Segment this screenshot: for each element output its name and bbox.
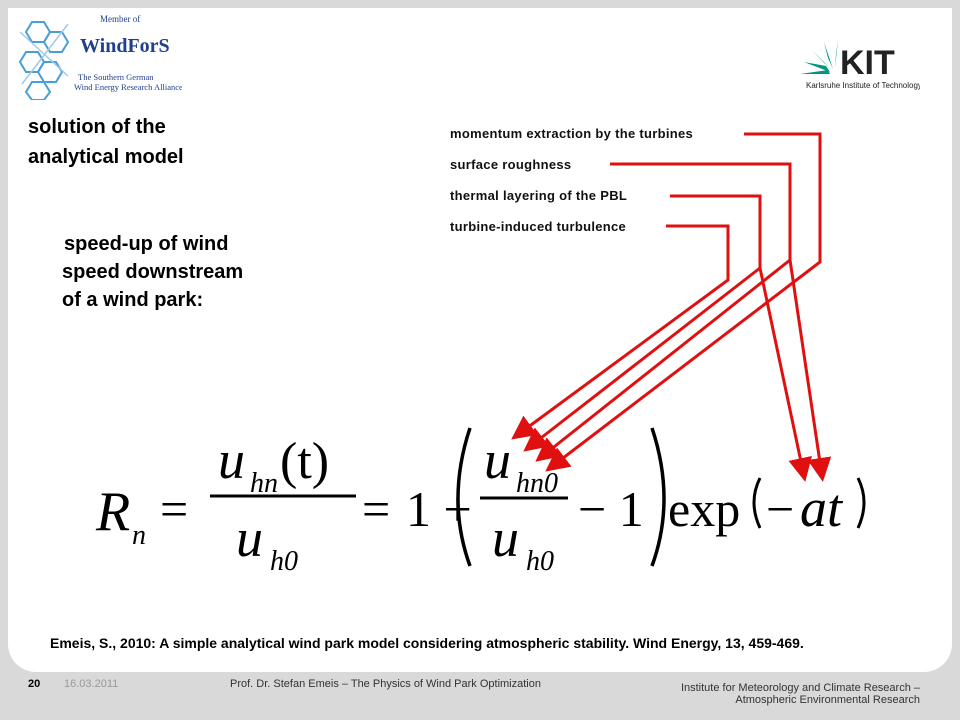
factor-thermal-layering: thermal layering of the PBL xyxy=(450,188,628,203)
arrow-thermal-to-a xyxy=(670,196,804,476)
factor-momentum-extraction: momentum extraction by the turbines xyxy=(450,126,694,141)
eq-minus-one: − 1 xyxy=(578,481,644,537)
factor-surface-roughness: surface roughness xyxy=(450,157,572,172)
windfors-tagline-2: Wind Energy Research Alliance xyxy=(74,82,182,92)
speedup-line-1: speed-up of wind xyxy=(64,233,229,255)
footer-date: 16.03.2011 xyxy=(64,678,119,690)
eq-u-bottom-inner: u xyxy=(492,508,519,568)
arrow-roughness-to-u xyxy=(540,260,790,458)
eq-h0-sub-inner: h0 xyxy=(526,546,554,577)
eq-h0-sub: h0 xyxy=(270,546,298,577)
heading-line-1: solution of the xyxy=(28,116,166,138)
eq-u-bottom: u xyxy=(236,508,263,568)
windfors-tagline-1: The Southern German xyxy=(78,72,154,82)
footer-institute-line-2: Atmospheric Environmental Research xyxy=(735,694,920,706)
kit-subtitle: Karlsruhe Institute of Technology xyxy=(806,81,920,90)
footer-institute xyxy=(620,682,920,706)
reference-citation: Emeis, S., 2010: A simple analytical wind park model considering atmospheric stability. Wind Energy, 13, 459-469. xyxy=(50,635,804,651)
eq-right-paren xyxy=(652,428,664,566)
eq-hn-sub: hn xyxy=(250,468,278,499)
windfors-name: WindForS xyxy=(80,35,170,57)
eq-equals-1: = xyxy=(160,481,189,537)
eq-at: at xyxy=(800,478,843,538)
footer-author: Prof. Dr. Stefan Emeis – The Physics of Wind Park Optimization xyxy=(230,678,541,690)
eq-t-arg: (t) xyxy=(280,433,330,490)
eq-minus: − xyxy=(766,481,795,537)
eq-equals-2: = xyxy=(362,481,391,537)
eq-exp-left-paren xyxy=(754,478,760,528)
eq-exp: exp xyxy=(668,481,741,537)
equation xyxy=(95,428,864,577)
kit-name: KIT xyxy=(840,44,895,82)
eq-exp-right-paren xyxy=(858,478,864,528)
eq-R: R xyxy=(96,481,131,543)
speedup-line-3: of a wind park: xyxy=(62,289,204,311)
page-number: 20 xyxy=(28,678,41,690)
heading-line-2: analytical model xyxy=(28,146,184,168)
factor-turbine-turbulence: turbine-induced turbulence xyxy=(450,219,627,234)
arrow-turbulence xyxy=(516,226,728,436)
arrow-thermal-to-u xyxy=(528,268,760,448)
eq-n-sub: n xyxy=(132,520,146,551)
windfors-member-text: Member of xyxy=(100,14,141,24)
footer-institute-line-1: Institute for Meteorology and Climate Research – xyxy=(680,682,920,694)
eq-u-top-inner: u xyxy=(484,430,511,490)
eq-hn0-sub: hn0 xyxy=(516,468,558,499)
eq-one-plus: 1 + xyxy=(406,481,472,537)
eq-u-top: u xyxy=(218,430,245,490)
speedup-line-2: speed downstream xyxy=(62,261,244,283)
